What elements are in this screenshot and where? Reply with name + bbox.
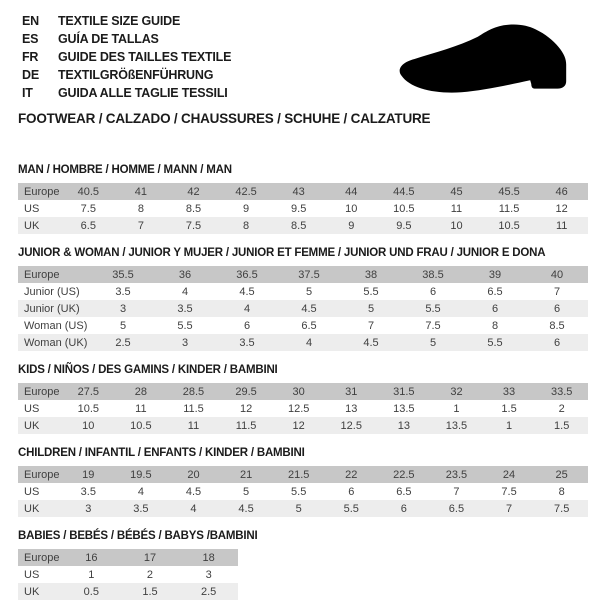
size-cell: 8.5 (549, 319, 565, 332)
size-cell: 11 (135, 402, 147, 415)
table-row (18, 417, 588, 434)
size-table-kids (18, 383, 588, 434)
table-row (18, 483, 588, 500)
size-cell: 6.5 (396, 485, 412, 498)
table-row (18, 466, 588, 483)
size-cell: 11 (187, 419, 200, 432)
size-cell: 13 (397, 419, 410, 432)
size-cell: 7.5 (185, 219, 202, 232)
size-cell: 2.5 (115, 336, 131, 349)
row-label: Europe (24, 468, 60, 481)
size-cell: 10.5 (498, 219, 520, 232)
size-cell: 4.5 (185, 485, 202, 498)
size-table-children (18, 466, 588, 517)
size-cell: 8.5 (291, 219, 307, 232)
size-cell: 11 (450, 202, 463, 215)
size-cell: 19 (82, 468, 95, 481)
size-cell: 42.5 (235, 185, 257, 198)
size-cell: 42 (187, 185, 200, 198)
size-cell: 5.5 (363, 285, 379, 298)
size-cell: 7.5 (554, 502, 570, 515)
row-label: Europe (24, 551, 60, 564)
size-cell: 6 (491, 302, 499, 315)
size-cell: 5 (305, 285, 313, 298)
size-cell: 6 (553, 336, 561, 349)
size-cell: 33 (502, 385, 516, 398)
section-title: CHILDREN / INFANTIL / ENFANTS / KINDER / BAMBINI (18, 447, 305, 459)
size-cell: 5.5 (425, 302, 441, 315)
size-cell: 6.5 (301, 319, 317, 332)
size-cell: 35.5 (112, 268, 134, 281)
section-kids (18, 364, 588, 434)
size-cell: 11.5 (183, 402, 204, 415)
size-cell: 5.5 (487, 336, 503, 349)
size-cell: 11 (555, 219, 568, 232)
size-cell: 9 (348, 219, 355, 232)
size-cell: 20 (187, 468, 200, 481)
size-cell: 5 (429, 336, 437, 349)
size-cell: 5.5 (343, 502, 359, 515)
size-cell: 28.5 (182, 385, 205, 398)
size-cell: 25 (555, 468, 568, 481)
size-cell: 7 (453, 485, 460, 498)
language-code: FR (22, 50, 39, 64)
size-cell: 3.5 (115, 285, 131, 298)
size-cell: 3.5 (80, 485, 96, 498)
size-cell: 21 (239, 468, 253, 481)
table-row (18, 500, 588, 517)
size-cell: 8 (491, 319, 499, 332)
section-title: KIDS / NIÑOS / DES GAMINS / KINDER / BAMBINI (18, 364, 278, 376)
table-row (18, 266, 588, 283)
size-cell: 1 (505, 419, 513, 432)
size-cell: 40.5 (77, 185, 99, 198)
size-cell: 11.5 (235, 419, 257, 432)
size-cell: 6 (553, 302, 561, 315)
size-cell: 8 (558, 485, 565, 498)
size-cell: 8.5 (185, 202, 202, 215)
language-code: EN (22, 14, 39, 28)
size-cell: 31 (345, 385, 358, 398)
size-cell: 1 (453, 402, 460, 415)
size-cell: 18 (202, 551, 215, 564)
size-cell: 3 (119, 302, 127, 315)
size-cell: 13 (345, 402, 358, 415)
size-cell: 16 (85, 551, 98, 564)
size-cell: 3.5 (133, 502, 149, 515)
language-label: GUÍA DE TALLAS (58, 32, 159, 46)
size-cell: 5 (367, 302, 375, 315)
size-cell: 11.5 (498, 202, 520, 215)
section-junior-woman (18, 247, 588, 351)
table-row (18, 200, 588, 217)
size-cell: 6 (243, 319, 251, 332)
size-cell: 43 (292, 185, 305, 198)
size-cell: 10.5 (130, 419, 152, 432)
size-table-junior-woman (18, 266, 588, 351)
size-cell: 39 (488, 268, 502, 281)
size-cell: 2 (558, 402, 565, 415)
size-cell: 38 (364, 268, 378, 281)
size-cell: 30 (292, 385, 305, 398)
row-label: Europe (24, 385, 60, 398)
size-cell: 12.5 (340, 419, 362, 432)
size-cell: 4 (243, 302, 251, 315)
table-row (18, 334, 588, 351)
size-cell: 29.5 (235, 385, 257, 398)
row-label: US (24, 485, 40, 498)
size-cell: 4.5 (238, 502, 254, 515)
size-cell: 7 (137, 219, 144, 232)
table-row (18, 549, 238, 566)
row-label: UK (24, 219, 40, 232)
language-label: TEXTILGRÖßENFÜHRUNG (58, 68, 214, 82)
size-cell: 44 (345, 185, 358, 198)
size-cell: 24 (502, 468, 516, 481)
size-cell: 37.5 (298, 268, 320, 281)
size-cell: 17 (143, 551, 157, 564)
size-cell: 10.5 (393, 202, 415, 215)
size-cell: 7.5 (80, 202, 96, 215)
size-cell: 6 (429, 285, 437, 298)
table-row (18, 317, 588, 334)
size-cell: 3.5 (239, 336, 255, 349)
size-cell: 6.5 (448, 502, 465, 515)
size-cell: 45 (450, 185, 463, 198)
size-cell: 5 (243, 485, 250, 498)
size-cell: 6.5 (80, 219, 96, 232)
size-cell: 8 (137, 202, 144, 215)
row-label: Woman (UK) (24, 336, 88, 349)
size-cell: 6 (348, 485, 355, 498)
size-cell: 4 (181, 285, 189, 298)
section-title: JUNIOR & WOMAN / JUNIOR Y MUJER / JUNIOR ET FEMME / JUNIOR UND FRAU / JUNIOR E DONA (18, 247, 546, 259)
row-label: US (24, 568, 40, 581)
language-label: GUIDA ALLE TAGLIE TESSILI (58, 86, 228, 100)
row-label: Europe (24, 185, 60, 198)
language-code: IT (22, 86, 33, 100)
row-label: UK (24, 585, 40, 598)
table-row (18, 283, 588, 300)
size-cell: 2.5 (201, 585, 217, 598)
size-cell: 0.5 (83, 585, 99, 598)
size-cell: 22.5 (393, 468, 415, 481)
row-label: US (24, 402, 40, 415)
row-label: UK (24, 502, 40, 515)
size-cell: 7.5 (425, 319, 441, 332)
section-man (18, 164, 588, 234)
row-label: US (24, 202, 40, 215)
row-label: Woman (US) (24, 319, 88, 332)
language-label: GUIDE DES TAILLES TEXTILE (58, 50, 232, 64)
size-cell: 3 (205, 568, 212, 581)
size-cell: 32 (450, 385, 463, 398)
size-cell: 36 (178, 268, 192, 281)
size-cell: 4 (305, 336, 313, 349)
size-cell: 9.5 (291, 202, 307, 215)
size-cell: 3 (181, 336, 189, 349)
language-label: TEXTILE SIZE GUIDE (58, 14, 181, 28)
table-row (18, 400, 588, 417)
size-cell: 8 (243, 219, 250, 232)
size-table-man (18, 183, 588, 234)
size-cell: 4 (137, 485, 144, 498)
size-cell: 7 (367, 319, 375, 332)
table-row (18, 217, 588, 234)
size-cell: 36.5 (236, 268, 258, 281)
size-cell: 3 (85, 502, 92, 515)
size-cell: 10 (82, 419, 95, 432)
size-cell: 5 (119, 319, 127, 332)
size-cell: 1.5 (142, 585, 158, 598)
row-label: Junior (US) (24, 285, 80, 298)
size-cell: 2 (146, 568, 154, 581)
size-cell: 13.5 (393, 402, 415, 415)
size-cell: 6.5 (487, 285, 503, 298)
size-cell: 40 (550, 268, 564, 281)
size-cell: 9 (243, 202, 250, 215)
size-cell: 7.5 (501, 485, 517, 498)
language-code: ES (22, 32, 39, 46)
row-label: UK (24, 419, 40, 432)
shoe-icon (396, 22, 576, 96)
size-cell: 4.5 (301, 302, 317, 315)
category-title: FOOTWEAR / CALZADO / CHAUSSURES / SCHUHE / CALZATURE (18, 111, 431, 126)
size-cell: 1.5 (554, 419, 570, 432)
size-cell: 31.5 (393, 385, 415, 398)
size-cell: 28 (134, 385, 148, 398)
size-cell: 23.5 (445, 468, 468, 481)
size-table-babies (18, 549, 238, 600)
size-cell: 12 (239, 402, 253, 415)
size-cell: 44.5 (393, 185, 415, 198)
size-cell: 22 (345, 468, 358, 481)
size-cell: 10.5 (77, 402, 99, 415)
size-cell: 4.5 (239, 285, 255, 298)
size-cell: 1.5 (501, 402, 517, 415)
language-code: DE (22, 68, 39, 82)
size-cell: 5.5 (177, 319, 193, 332)
size-cell: 13.5 (445, 419, 468, 432)
section-children (18, 447, 588, 517)
table-row (18, 300, 588, 317)
section-title: MAN / HOMBRE / HOMME / MANN / MAN (18, 164, 232, 176)
size-cell: 6 (400, 502, 407, 515)
size-cell: 5.5 (291, 485, 307, 498)
row-label: Europe (24, 268, 60, 281)
size-cell: 27.5 (77, 385, 99, 398)
size-cell: 5 (295, 502, 302, 515)
size-cell: 41 (134, 185, 148, 198)
size-cell: 12.5 (287, 402, 310, 415)
size-cell: 46 (555, 185, 568, 198)
size-cell: 10 (345, 202, 358, 215)
size-cell: 21.5 (287, 468, 310, 481)
table-row (18, 183, 588, 200)
size-cell: 7 (505, 502, 513, 515)
size-cell: 33.5 (550, 385, 573, 398)
section-title: BABIES / BEBÉS / BÉBÉS / BABYS /BAMBINI (18, 530, 258, 542)
size-cell: 38.5 (422, 268, 444, 281)
table-row (18, 583, 238, 600)
table-row (18, 383, 588, 400)
size-cell: 4 (190, 502, 197, 515)
size-cell: 12 (555, 202, 568, 215)
size-cell: 4.5 (363, 336, 379, 349)
size-cell: 1 (88, 568, 95, 581)
size-cell: 19.5 (130, 468, 152, 481)
size-cell: 10 (450, 219, 463, 232)
size-cell: 3.5 (177, 302, 193, 315)
size-cell: 45.5 (498, 185, 520, 198)
section-babies (18, 530, 588, 600)
size-cell: 9.5 (396, 219, 412, 232)
row-label: Junior (UK) (24, 302, 80, 315)
size-cell: 7 (553, 285, 561, 298)
size-cell: 12 (292, 419, 305, 432)
table-row (18, 566, 238, 583)
